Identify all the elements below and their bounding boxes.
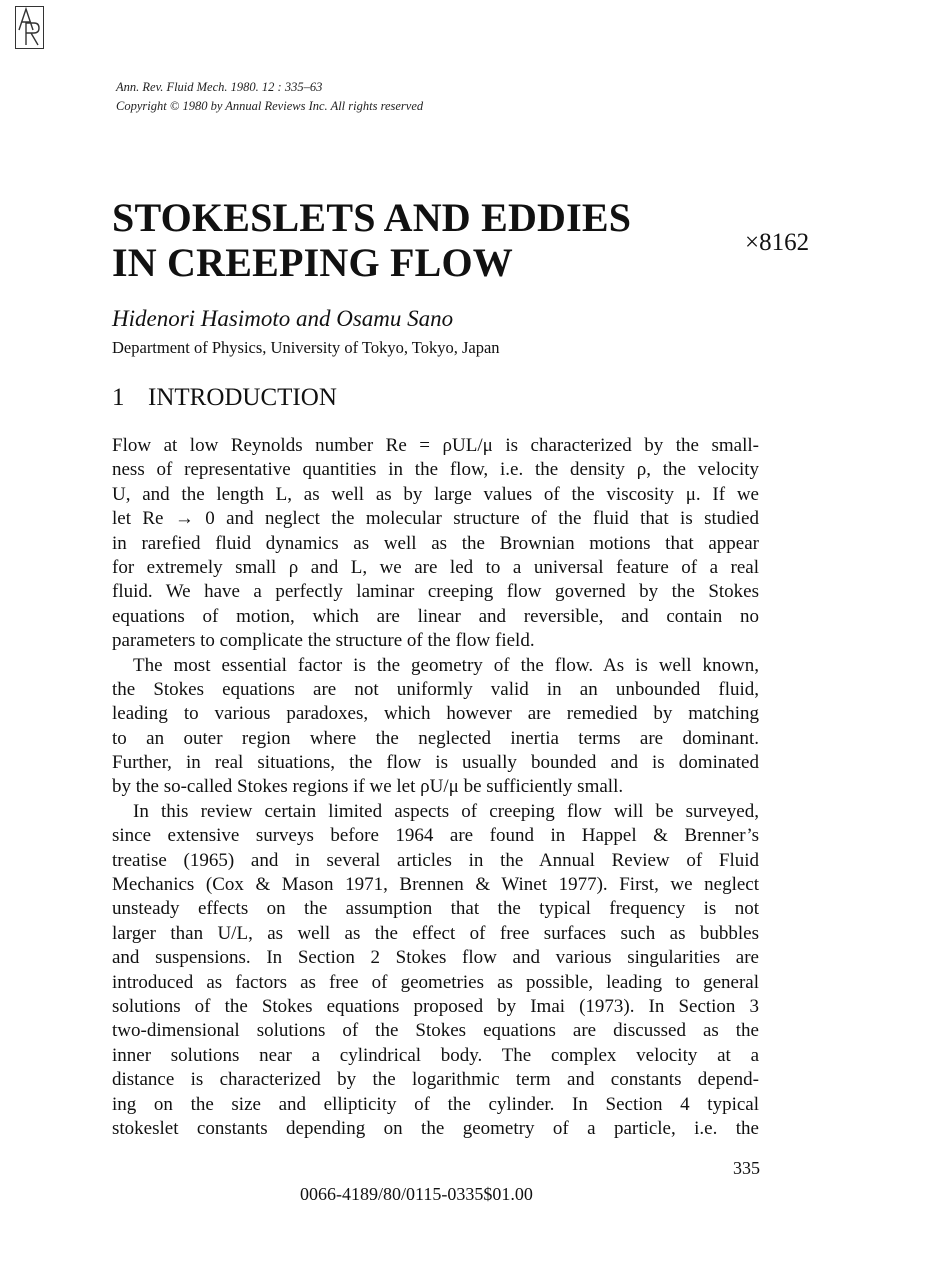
text-line: ing on the size and ellipticity of the cylinder. In Section 4 typical [112,1093,759,1115]
text-line: the Stokes equations are not uniformly valid in an unbounded fluid, [112,678,759,700]
body-text [112,434,759,1141]
title-line-2: IN CREEPING FLOW [112,240,514,285]
text-line: since extensive surveys before 1964 are found in Happel & Brenner’s [112,825,759,847]
text-line: distance is characterized by the logarithmic term and constants depend- [112,1069,759,1091]
article-code: 0066-4189/80/0115-0335$01.00 [300,1184,533,1204]
text-line: Mechanics (Cox & Mason 1971, Brennen & Winet 1977). First, we neglect [112,874,759,896]
title-line-1: STOKESLETS AND EDDIES [112,195,632,240]
section-heading [112,383,337,413]
text-line: solutions of the Stokes equations proposed by Imai (1973). In Section 3 [112,995,759,1017]
text-line: fluid. We have a perfectly laminar creeping flow governed by the Stokes [112,581,759,603]
text-line: Flow at low Reynolds number Re = ρUL/μ is characterized by the small- [112,435,759,456]
text-line: The most essential factor is the geometry of the flow. As is well known, [133,654,759,676]
text-line: ness of representative quantities in the flow, i.e. the density ρ, the velocity [112,459,759,481]
text-line: and suspensions. In Section 2 Stokes flow and various singularities are [112,947,759,969]
text-line: inner solutions near a cylindrical body. The complex velocity at a [112,1044,759,1066]
text-line: to an outer region where the neglected inertia terms are dominant. [112,727,759,749]
text-line: stokeslet constants depending on the geometry of a particle, i.e. the [112,1117,759,1139]
text-line: larger than U/L, as well as the effect of free surfaces such as bubbles [112,922,759,944]
text-line: leading to various paradoxes, which however are remedied by matching [112,703,759,725]
copyright-line: Copyright © 1980 by Annual Reviews Inc. All rights reserved [116,99,424,113]
article-title [112,195,631,285]
text-line: in rarefied fluid dynamics as well as the Brownian motions that appear [112,532,759,554]
page-number: 335 [733,1158,760,1178]
annual-reviews-logo [15,6,44,49]
text-line: treatise (1965) and in several articles in the Annual Review of Fluid [112,849,759,871]
text-line: introduced as factors as free of geometries as possible, leading to general [112,971,759,993]
text-line: equations of motion, which are linear and reversible, and contain no [112,605,759,627]
reference-number: ×8162 [745,229,810,256]
section-title: INTRODUCTION [148,384,337,411]
section-number: 1 [112,384,125,411]
text-line: two-dimensional solutions of the Stokes equations are discussed as the [112,1020,759,1042]
text-line: by the so-called Stokes regions if we let ρU/μ be sufficiently small. [112,776,624,798]
text-line: parameters to complicate the structure of the flow field. [112,630,535,652]
text-line: Further, in real situations, the flow is usually bounded and is dominated [112,752,759,774]
text-line: unsteady effects on the assumption that the typical frequency is not [112,898,759,920]
text-line: let Re → 0 and neglect the molecular structure of the fluid that is studied [112,508,759,530]
text-line: U, and the length L, as well as by large values of the viscosity μ. If we [112,483,759,505]
affiliation: Department of Physics, University of Tokyo, Tokyo, Japan [112,338,500,357]
journal-citation [116,78,423,116]
authors: Hidenori Hasimoto and Osamu Sano [112,306,454,331]
citation-line: Ann. Rev. Fluid Mech. 1980. 12 : 335–63 [116,80,323,94]
text-line: for extremely small ρ and L, we are led to a universal feature of a real [112,556,759,578]
text-line: In this review certain limited aspects of creeping flow will be surveyed, [133,800,759,822]
